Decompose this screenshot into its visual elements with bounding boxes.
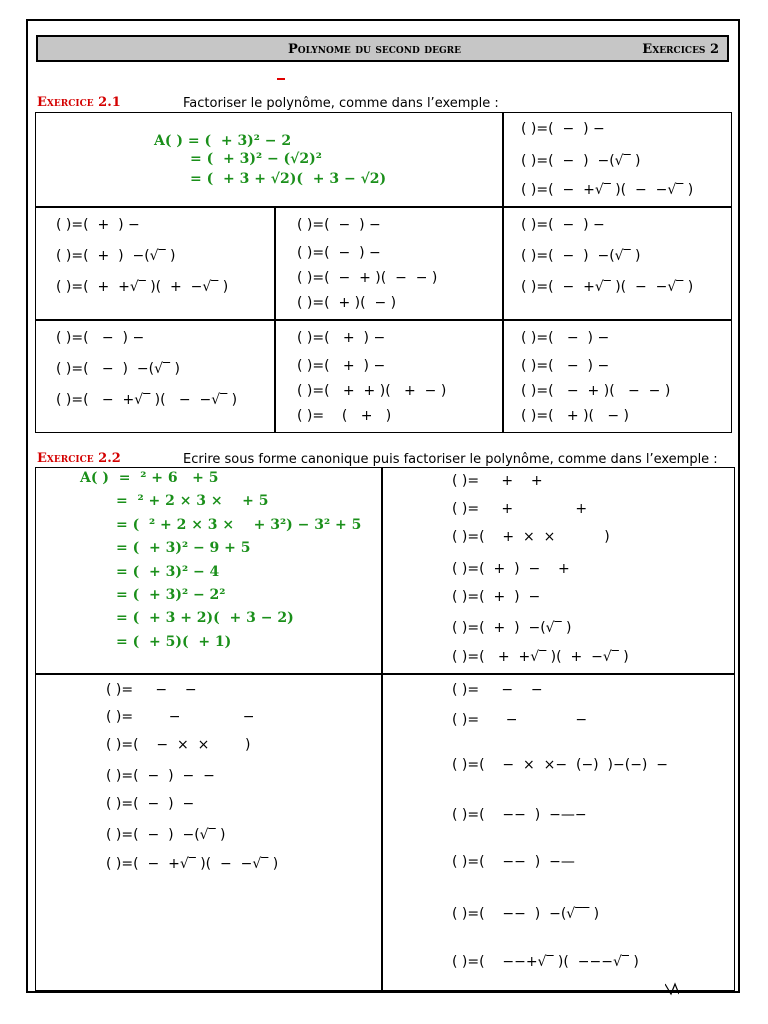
ex1-line: ( )= ( + ) <box>297 408 392 424</box>
ex2-example-line: A( ) = ² + 6 + 5 <box>80 470 219 486</box>
ex2-line: ( )=( − ) −(√‾ ) <box>106 827 226 843</box>
ex2-line: ( )=( + +√‾ )( + −√‾ ) <box>452 649 629 665</box>
ex1-line: ( )=( − ) − <box>56 330 145 346</box>
ex1-line: ( )=( − + )( − − ) <box>297 270 438 286</box>
ex2-line: ( )= − − <box>106 709 255 725</box>
ex2-example-line: = ( + 3 + 2)( + 3 − 2) <box>116 610 294 626</box>
ex2-line: ( )= − − <box>452 682 543 698</box>
ex1-cell-r2c1 <box>35 206 276 321</box>
ex2-line: ( )=( + × × ) <box>452 529 610 545</box>
ex2-line: ( )= + + <box>452 473 543 489</box>
ex1-line: ( )=( − + )( − − ) <box>521 383 671 399</box>
ex1-line: ( )=( − ) −(√‾ ) <box>56 361 180 377</box>
ex1-line: ( )=( + + )( + − ) <box>297 383 447 399</box>
ex1-line: ( )=( − ) −(√‾ ) <box>521 248 641 264</box>
ex2-line: ( )=( − ) − <box>106 796 195 812</box>
ex2-line: ( )=( −−+√‾ )( −−−√‾ ) <box>452 954 639 970</box>
ex1-example-line: = ( + 3)² − (√2)² <box>190 151 322 167</box>
ex2-example-line: = ² + 2 × 3 × + 5 <box>116 493 269 509</box>
ex1-line: ( )=( − +√‾ )( − −√‾ ) <box>56 392 238 408</box>
ex2-line: ( )=( − ) − − <box>106 768 215 784</box>
ex2-line: ( )=( −− ) −— <box>452 854 575 870</box>
ex1-line: ( )=( + ) − <box>56 217 140 233</box>
ex1-line: ( )=( + ) − <box>297 358 386 374</box>
ex1-cell-r3c2 <box>274 319 504 433</box>
red-dash-mark <box>277 78 285 80</box>
ex2-line: ( )=( + ) − + <box>452 561 570 577</box>
ex2-example-line: = ( ² + 2 × 3 × + 3²) − 3² + 5 <box>116 517 362 533</box>
ex2-example-line: = ( + 5)( + 1) <box>116 634 232 650</box>
ex1-line: ( )=( − ) − <box>521 358 610 374</box>
ex1-example-cell <box>35 112 504 208</box>
ex1-line: ( )=( − ) − <box>521 330 610 346</box>
exercise-2-1-label: Exercice 2.1 <box>37 95 121 110</box>
ex2-line: ( )=( + ) − <box>452 589 541 605</box>
ex1-line: ( )=( − ) − <box>521 217 605 233</box>
ex2-example-line: = ( + 3)² − 2² <box>116 587 226 603</box>
ex2-line: ( )= + + <box>452 501 588 517</box>
ex2-cell-bottom-right <box>381 673 735 991</box>
ex2-line: ( )= − − <box>106 682 197 698</box>
ex1-cell-r2c3 <box>502 206 732 321</box>
ex1-cell-r3c3 <box>502 319 732 433</box>
exercise-2-2-instruction: Ecrire sous forme canonique puis factoriser le polynôme, comme dans l’exemple : <box>183 452 718 467</box>
ex2-cell-bottom-left <box>35 673 383 991</box>
header-exercise-number: Exercices 2 <box>642 42 719 57</box>
ex2-example-line: = ( + 3)² − 4 <box>116 564 220 580</box>
ex2-line: ( )=( + ) −(√‾ ) <box>452 620 572 636</box>
ex1-line: ( )=( + )( − ) <box>521 408 630 424</box>
ex2-cell-top-right <box>381 467 735 675</box>
ex1-line: ( )=( − ) − <box>297 217 381 233</box>
ex1-line: ( )=( − ) −(√‾ ) <box>521 153 641 169</box>
ex2-example-line: = ( + 3)² − 9 + 5 <box>116 540 251 556</box>
ex1-example-line: A( ) = ( + 3)² − 2 <box>154 133 292 149</box>
header-title: Polynome du second degre <box>288 42 461 57</box>
ex1-line: ( )=( − +√‾ )( − −√‾ ) <box>521 279 694 295</box>
ex1-cell-r3c1 <box>35 319 276 433</box>
ex1-cell-r2c2 <box>274 206 504 321</box>
exercise-2-2-label: Exercice 2.2 <box>37 451 121 466</box>
ex2-line: ( )=( − × × ) <box>106 737 251 753</box>
page-corner-mark <box>665 982 679 996</box>
ex1-line: ( )=( − ) − <box>521 121 605 137</box>
ex1-example-line: = ( + 3 + √2)( + 3 − √2) <box>190 171 387 187</box>
ex2-line: ( )=( − × ×− (−) )−(−) − <box>452 757 669 773</box>
ex1-cell-top-right <box>502 112 732 208</box>
ex2-line: ( )= − − <box>452 712 588 728</box>
ex1-line: ( )=( − +√‾ )( − −√‾ ) <box>521 182 694 198</box>
ex1-line: ( )=( + ) −(√‾ ) <box>56 248 176 264</box>
ex2-line: ( )=( − +√‾ )( − −√‾ ) <box>106 856 279 872</box>
page-header <box>36 35 729 62</box>
ex1-line: ( )=( + ) − <box>297 330 386 346</box>
ex1-line: ( )=( + )( − ) <box>297 295 397 311</box>
ex2-line: ( )=( −− ) −—− <box>452 807 587 823</box>
ex2-line: ( )=( −− ) −(√‾‾ ) <box>452 906 600 922</box>
ex2-example-cell <box>35 467 383 675</box>
ex1-line: ( )=( + +√‾ )( + −√‾ ) <box>56 279 229 295</box>
exercise-2-1-instruction: Factoriser le polynôme, comme dans l’exemple : <box>183 96 499 111</box>
ex1-line: ( )=( − ) − <box>297 245 381 261</box>
